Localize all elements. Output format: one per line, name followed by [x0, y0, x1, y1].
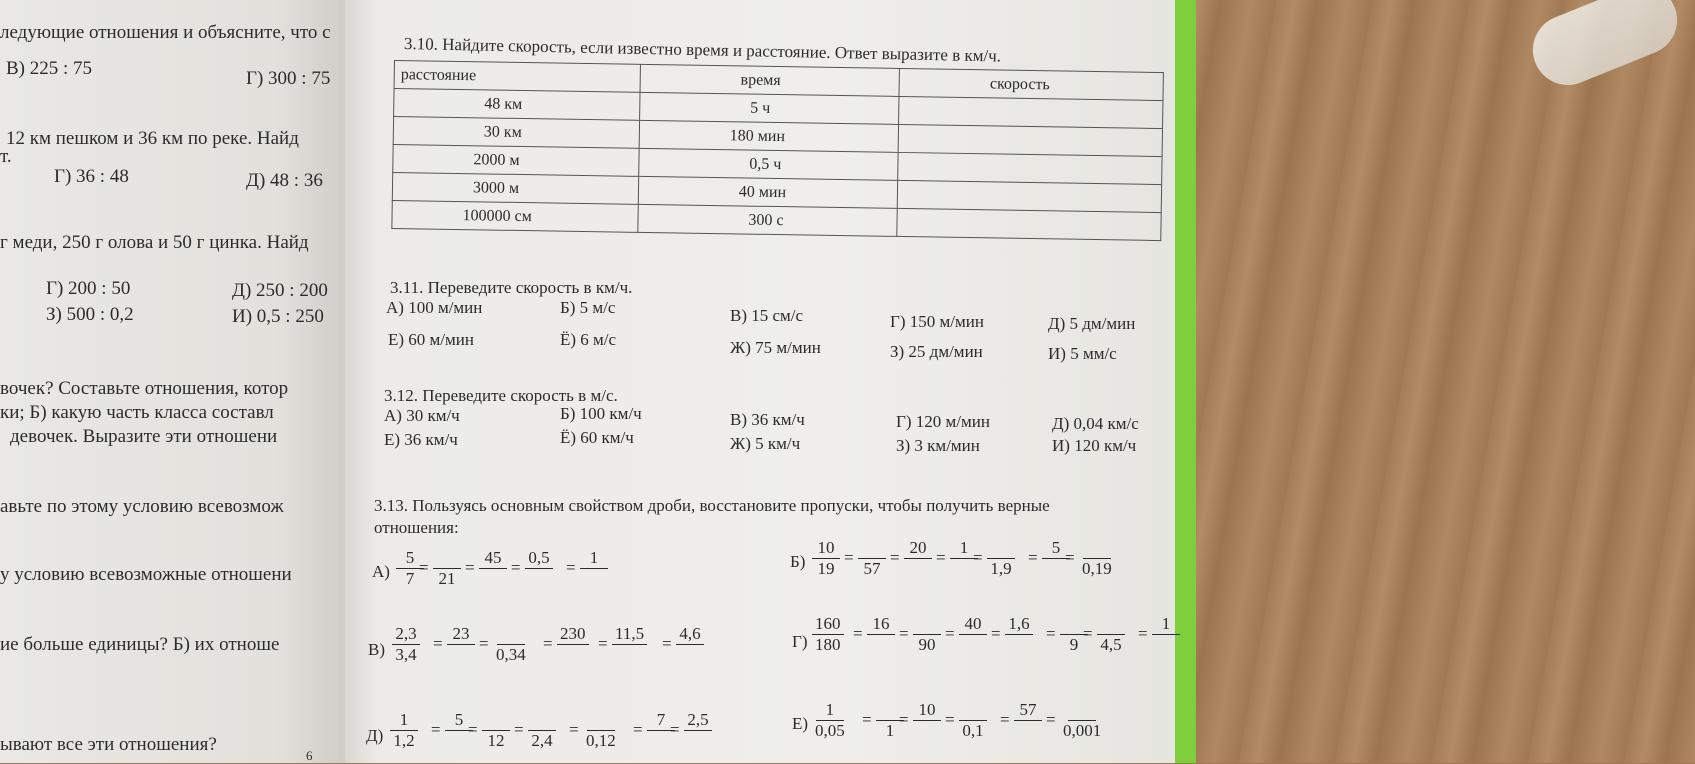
item: И) 120 км/ч	[1052, 436, 1137, 455]
page-number: 6	[306, 748, 313, 763]
fraction	[1060, 700, 1104, 741]
header-speed: скорость	[899, 68, 1163, 100]
fraction-denominator: 1,9	[990, 559, 1012, 578]
item: В) 36 км/ч	[730, 410, 805, 429]
fraction-numerator	[959, 700, 987, 721]
fraction	[858, 538, 886, 579]
fraction	[525, 548, 553, 589]
fraction	[612, 624, 647, 665]
left-line: Г) 300 : 75	[246, 68, 331, 89]
fraction-denominator: 0,34	[496, 645, 526, 664]
item: Е) 60 м/мин	[388, 330, 474, 349]
fraction	[557, 624, 589, 665]
fraction-denominator	[1023, 721, 1033, 741]
fraction-numerator: 5	[445, 710, 473, 731]
fraction-denominator: 12	[487, 731, 505, 750]
item: З) 25 дм/мин	[890, 342, 983, 361]
fraction	[812, 538, 840, 579]
item: В) 15 см/с	[730, 306, 804, 325]
fraction-denominator	[968, 635, 978, 655]
exercise-3-11-title: 3.11. Переведите скорость в км/ч.	[390, 278, 633, 297]
fraction-denominator	[568, 645, 578, 665]
equals-sign: =	[566, 558, 576, 577]
left-line: И) 0,5 : 250	[232, 306, 324, 327]
fraction-numerator: 10	[913, 700, 941, 721]
fraction-numerator: 230	[557, 624, 589, 645]
fraction-numerator	[497, 624, 525, 645]
equals-sign: =	[511, 558, 521, 577]
fraction-numerator	[913, 614, 941, 635]
fraction-denominator	[534, 569, 544, 589]
fraction-denominator	[589, 569, 599, 589]
cell-speed	[897, 208, 1161, 240]
fraction	[959, 614, 987, 655]
item: А) 30 км/ч	[384, 406, 460, 425]
equals-sign: =	[1028, 548, 1038, 567]
fraction-denominator: 0,1	[962, 721, 984, 740]
fraction	[913, 614, 941, 655]
fraction	[812, 700, 848, 741]
equals-sign: =	[1138, 624, 1148, 643]
wooden-table	[1180, 0, 1695, 763]
fraction	[913, 700, 941, 741]
fraction-numerator: 1	[1152, 614, 1180, 635]
fraction-denominator	[693, 731, 703, 751]
equals-sign: =	[569, 720, 579, 739]
equals-sign: =	[1046, 710, 1056, 729]
fraction-numerator: 40	[959, 614, 987, 635]
fraction	[867, 614, 895, 655]
fraction-numerator: 11,5	[612, 624, 647, 645]
left-line: девочек. Выразите эти отношени	[10, 426, 278, 447]
equals-sign: =	[514, 720, 524, 739]
equals-sign: =	[465, 558, 475, 577]
left-line: у условию всевозможные отношени	[0, 564, 292, 585]
fraction	[493, 624, 529, 665]
left-line: ывают все эти отношения?	[0, 734, 217, 755]
fraction-numerator: 57	[1014, 700, 1042, 721]
label-d: Д)	[366, 726, 384, 745]
fraction-denominator	[488, 569, 498, 589]
cell-time: 0,5 ч	[639, 148, 899, 180]
equals-sign: =	[991, 624, 1001, 643]
fraction-denominator	[959, 559, 969, 579]
fraction-denominator: 21	[438, 569, 456, 588]
cell-distance: 3000 м	[392, 172, 638, 204]
fraction	[684, 710, 712, 751]
header-distance: расстояние	[394, 61, 640, 93]
fraction-denominator: 1	[885, 721, 895, 740]
cell-distance: 48 км	[394, 89, 640, 121]
fraction-numerator: 10	[812, 538, 840, 559]
exercise-3-12-title: 3.12. Переведите скорость в м/с.	[384, 386, 618, 405]
equals-sign: =	[945, 710, 955, 729]
equals-sign: =	[899, 710, 909, 729]
fraction-numerator: 16	[867, 614, 895, 635]
cell-speed	[897, 180, 1161, 212]
item: Ё) 60 км/ч	[560, 428, 634, 447]
equals-sign: =	[468, 720, 478, 739]
equals-sign: =	[1065, 548, 1075, 567]
fraction-numerator: 1	[390, 710, 418, 731]
cell-speed	[898, 124, 1162, 156]
fraction-numerator: 7	[647, 710, 675, 731]
fraction	[1005, 614, 1033, 655]
fraction-numerator	[858, 538, 886, 559]
fraction-denominator: 57	[863, 559, 881, 578]
fraction-denominator: 19	[817, 559, 835, 578]
fraction-numerator	[987, 538, 1015, 559]
fraction-numerator	[1097, 614, 1125, 635]
fraction	[392, 624, 420, 665]
left-line: ие больше единицы? Б) их отноше	[0, 634, 280, 655]
fraction	[1152, 614, 1180, 655]
fraction-denominator: 9	[1069, 635, 1079, 654]
equals-sign: =	[899, 624, 909, 643]
fraction	[583, 710, 619, 751]
item: Б) 5 м/с	[560, 298, 616, 317]
equals-sign: =	[844, 548, 854, 567]
equals-sign: =	[890, 548, 900, 567]
cell-time: 5 ч	[639, 92, 899, 124]
fraction	[482, 710, 510, 751]
cell-time: 40 мин	[638, 176, 898, 208]
left-line: 12 км пешком и 36 км по реке. Найд	[6, 128, 299, 149]
fraction-numerator: 2,5	[684, 710, 712, 731]
equals-sign: =	[853, 624, 863, 643]
equals-sign: =	[670, 720, 680, 739]
fraction-numerator: 1,6	[1005, 614, 1033, 635]
fraction-denominator: 7	[405, 569, 415, 588]
equals-sign: =	[1000, 710, 1010, 729]
equals-sign: =	[936, 548, 946, 567]
fraction	[447, 624, 475, 665]
item: Д) 0,04 км/с	[1052, 414, 1139, 433]
left-line: ледующие отношения и объясните, что с	[0, 22, 331, 43]
fraction-numerator	[528, 710, 556, 731]
fraction-numerator: 1	[950, 538, 978, 559]
left-line: Д) 48 : 36	[246, 170, 323, 191]
fraction-denominator: 2,4	[531, 731, 553, 750]
label-a: А)	[372, 562, 390, 581]
left-line: г меди, 250 г олова и 50 г цинка. Найд	[0, 232, 309, 253]
header-time: время	[640, 64, 900, 96]
left-line: Г) 36 : 48	[54, 166, 129, 187]
item: Д) 5 дм/мин	[1048, 314, 1136, 333]
fraction-numerator	[433, 548, 461, 569]
fraction-numerator: 1	[816, 700, 844, 721]
left-line: Г) 200 : 50	[46, 278, 131, 299]
fraction	[676, 624, 704, 665]
fraction-numerator	[482, 710, 510, 731]
fraction-denominator	[685, 645, 695, 665]
cell-time: 180 мин	[639, 120, 899, 152]
fraction-numerator: 45	[479, 548, 507, 569]
fraction-denominator: 180	[815, 635, 841, 654]
item: Б) 100 км/ч	[560, 404, 642, 423]
cell-distance: 100000 см	[392, 200, 638, 232]
fraction-denominator	[876, 635, 886, 655]
equals-sign: =	[1046, 624, 1056, 643]
cell-distance: 2000 м	[393, 144, 639, 176]
fraction-denominator: 0,19	[1082, 559, 1112, 578]
fraction-numerator	[1068, 700, 1096, 721]
label-b: Б)	[790, 552, 806, 571]
label-v: В)	[368, 640, 385, 659]
left-line: Д) 250 : 200	[232, 280, 328, 301]
item: З) 3 км/мин	[896, 436, 980, 455]
fraction-denominator	[1161, 635, 1171, 655]
left-line: т.	[0, 146, 12, 167]
cell-distance: 30 км	[393, 117, 639, 149]
fraction-denominator: 3,4	[395, 645, 417, 664]
equals-sign: =	[973, 548, 983, 567]
item: Ё) 6 м/с	[560, 330, 617, 349]
fraction-numerator: 20	[904, 538, 932, 559]
left-line: вочек? Составьте отношения, котор	[0, 378, 289, 399]
fraction-numerator: 160	[812, 614, 844, 635]
equals-sign: =	[862, 710, 872, 729]
equals-sign: =	[662, 634, 672, 653]
fraction-numerator: 4,6	[676, 624, 704, 645]
fraction-denominator: 0,001	[1063, 721, 1102, 740]
label-g: Г)	[792, 632, 808, 651]
equals-sign: =	[598, 634, 608, 653]
equals-sign: =	[479, 634, 489, 653]
equals-sign: =	[419, 558, 429, 577]
fraction-numerator	[1083, 538, 1111, 559]
equals-sign: =	[433, 634, 443, 653]
fraction	[812, 614, 844, 655]
equals-sign: =	[431, 720, 441, 739]
exercise-3-13-subtitle: отношения:	[374, 518, 459, 537]
fraction-denominator	[624, 645, 634, 665]
item: И) 5 мм/с	[1048, 344, 1117, 363]
exercise-3-13-title: 3.13. Пользуясь основным свойством дроби, восстановите пропуски, чтобы получить верные	[374, 496, 1050, 515]
fraction	[580, 548, 608, 589]
cell-time: 300 с	[638, 204, 898, 236]
fraction	[479, 548, 507, 589]
item: А) 100 м/мин	[386, 298, 483, 317]
left-line: ки; Б) какую часть класса составл	[0, 402, 274, 423]
cell-speed	[898, 152, 1162, 184]
fraction	[528, 710, 556, 751]
fraction	[959, 700, 987, 741]
fraction-numerator: 2,3	[392, 624, 420, 645]
fraction-denominator: 1,2	[393, 731, 415, 750]
fraction	[904, 538, 932, 579]
fraction-denominator	[922, 721, 932, 741]
item: Ж) 5 км/ч	[730, 434, 801, 453]
fraction	[390, 710, 418, 751]
left-line: авьте по этому условию всевозмож	[0, 496, 284, 517]
fraction	[1014, 700, 1042, 741]
fraction-denominator	[656, 731, 666, 751]
fraction-denominator	[913, 559, 923, 579]
equals-sign: =	[1083, 624, 1093, 643]
fraction	[433, 548, 461, 589]
fraction-numerator: 5	[1042, 538, 1070, 559]
item: Г) 120 м/мин	[896, 412, 990, 431]
fraction-numerator: 5	[396, 548, 424, 569]
fraction-denominator: 4,5	[1100, 635, 1122, 654]
equals-sign: =	[633, 720, 643, 739]
left-line: В) 225 : 75	[6, 58, 93, 79]
fraction-denominator: 0,12	[586, 731, 616, 750]
fraction-denominator	[1014, 635, 1024, 655]
left-line: З) 500 : 0,2	[46, 304, 134, 325]
equals-sign: =	[543, 634, 553, 653]
equals-sign: =	[945, 624, 955, 643]
item: Г) 150 м/мин	[890, 312, 984, 331]
fraction-numerator: 0,5	[525, 548, 553, 569]
fraction-denominator: 0,05	[815, 721, 845, 740]
exercise-3-10-title: 3.10. Найдите скорость, если известно время и расстояние. Ответ выразите в км/ч.	[403, 34, 1002, 66]
fraction	[1097, 614, 1125, 655]
item: Ж) 75 м/мин	[730, 338, 821, 357]
cell-speed	[899, 96, 1163, 128]
fraction-numerator	[587, 710, 615, 731]
fraction	[987, 538, 1015, 579]
fraction-numerator: 1	[580, 548, 608, 569]
speed-table	[391, 60, 1164, 241]
fraction-denominator	[454, 731, 464, 751]
fraction	[1079, 538, 1115, 579]
fraction-numerator: 23	[447, 624, 475, 645]
fraction-denominator	[1051, 559, 1061, 579]
label-e: Е)	[792, 714, 809, 733]
fraction-denominator: 90	[918, 635, 936, 654]
item: Е) 36 км/ч	[384, 430, 458, 449]
fraction-denominator	[456, 645, 466, 665]
